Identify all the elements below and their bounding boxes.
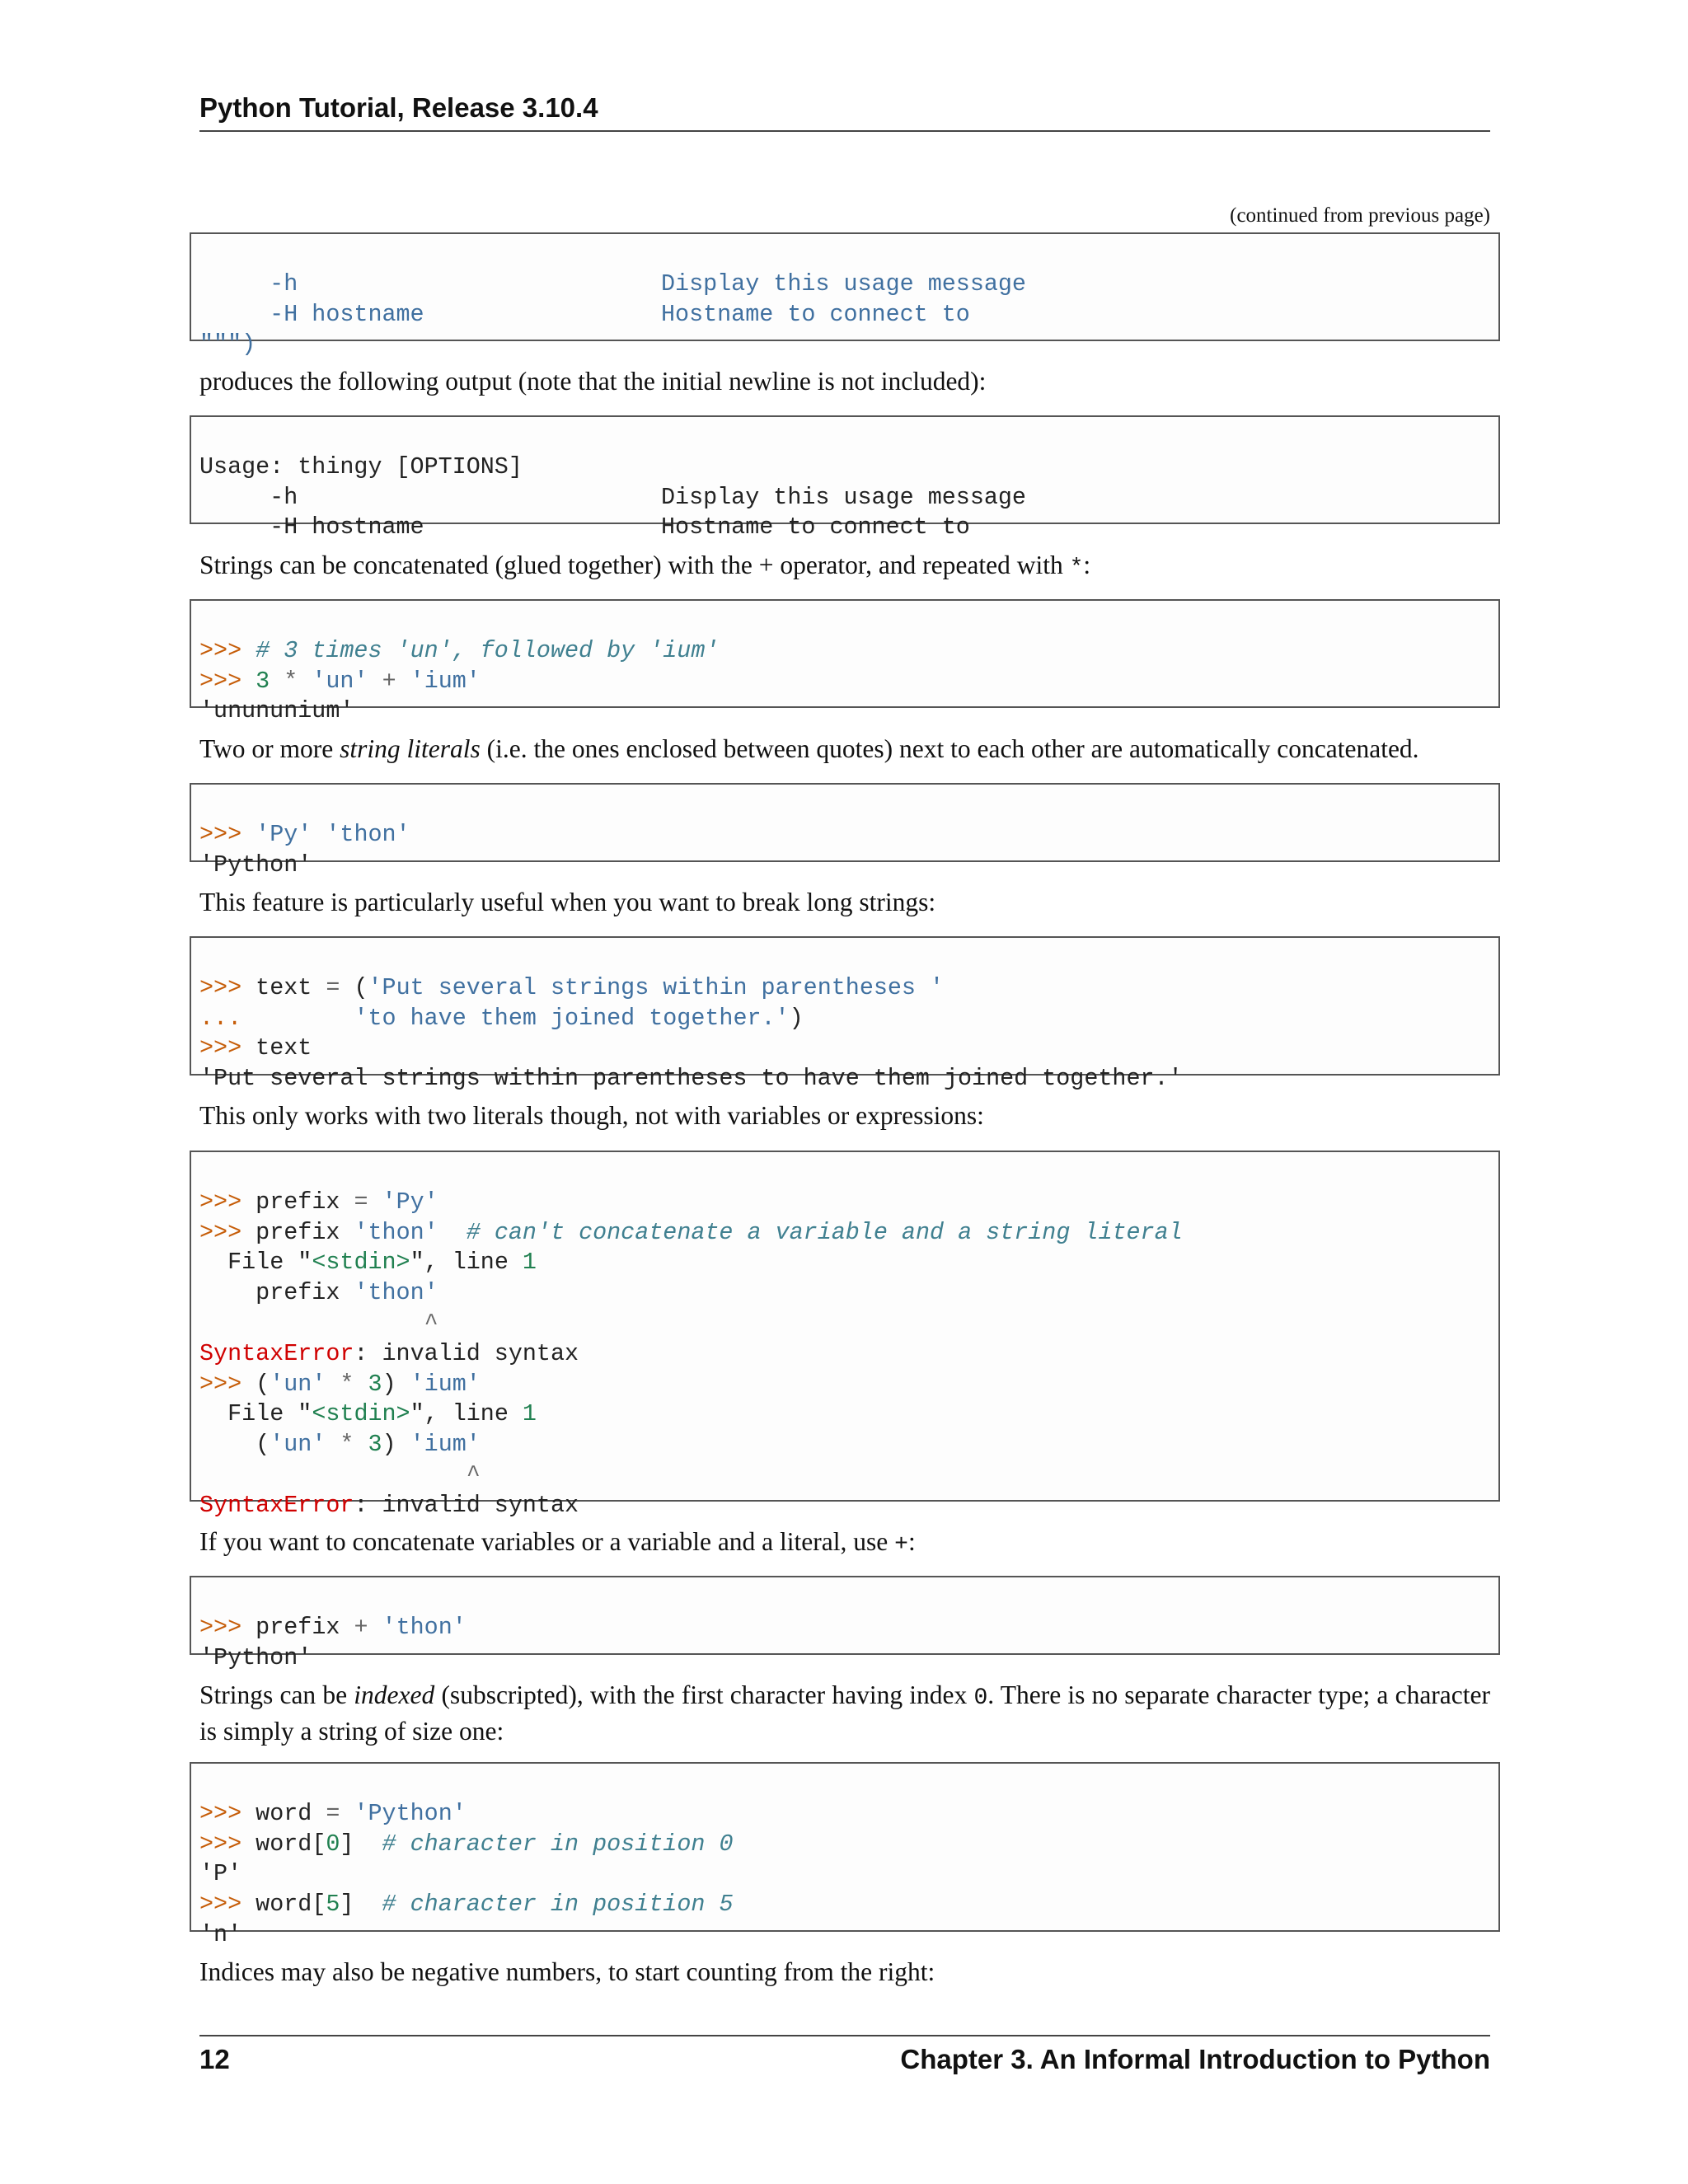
code-line: >>> text	[199, 1034, 312, 1062]
code-line: >>> text = ('Put several strings within parentheses '	[199, 973, 945, 1001]
continued-note: (continued from previous page)	[1230, 204, 1490, 227]
paragraph: Indices may also be negative numbers, to start counting from the right:	[199, 1957, 935, 1986]
code-block-long-strings	[190, 936, 1500, 1093]
code-line: -h Display this usage message	[199, 269, 1026, 298]
paragraph: If you want to concatenate variables or a variable and a literal, use +:	[199, 1527, 916, 1558]
code-block-syntax-error	[190, 1151, 1500, 1519]
code-line: >>> ('un' * 3) 'ium'	[199, 1370, 481, 1398]
code-line: 'unununium'	[199, 697, 354, 725]
code-line: >>> # 3 times 'un', followed by 'ium'	[199, 636, 720, 664]
code-line: 'Python'	[199, 851, 312, 879]
code-line: File "<stdin>", line 1	[227, 1400, 537, 1428]
code-line: 'n'	[199, 1920, 242, 1948]
code-line: SyntaxError: invalid syntax	[199, 1339, 579, 1367]
code-line: ^	[466, 1460, 481, 1488]
code-line: 'P'	[199, 1860, 242, 1888]
code-line: ('un' * 3) 'ium'	[256, 1431, 481, 1459]
code-line: >>> word[5] # character in position 5	[199, 1891, 734, 1919]
code-line: -H hostname Hostname to connect to	[199, 513, 970, 541]
page-number: 12	[199, 2044, 230, 2074]
page-header: Python Tutorial, Release 3.10.4	[199, 92, 1490, 132]
code-line: 'Put several strings within parentheses to have them joined together.'	[199, 1065, 1183, 1093]
code-line: >>> prefix 'thon' # can't concatenate a variable and a string literal	[199, 1218, 1183, 1246]
code-line: Usage: thingy [OPTIONS]	[199, 452, 523, 480]
code-block-continued	[190, 232, 1500, 359]
code-line: >>> 'Py' 'thon'	[199, 820, 410, 848]
code-line: File "<stdin>", line 1	[227, 1249, 537, 1277]
chapter-title: Chapter 3. An Informal Introduction to Python	[900, 2044, 1490, 2074]
code-line: prefix 'thon'	[256, 1279, 438, 1307]
code-block-concat-variable	[190, 1576, 1500, 1671]
code-line: >>> word[0] # character in position 0	[199, 1830, 734, 1858]
code-line: -h Display this usage message	[199, 483, 1026, 511]
code-line: 'Python'	[199, 1643, 312, 1671]
code-line: -H hostname Hostname to connect to	[199, 300, 970, 328]
paragraph: Two or more string literals (i.e. the ones enclosed between quotes) next to each other are automatically concatenated.	[199, 734, 1419, 763]
code-line: >>> word = 'Python'	[199, 1799, 467, 1827]
code-line: """)	[199, 330, 256, 359]
paragraph: produces the following output (note that the initial newline is not included):	[199, 367, 987, 396]
code-line: >>> prefix = 'Py'	[199, 1188, 438, 1216]
code-block-literals	[190, 783, 1500, 879]
code-block-output	[190, 415, 1500, 541]
code-block-repeat	[190, 599, 1500, 725]
paragraph: Strings can be indexed (subscripted), with the first character having index 0. There is no separate character type; a character is simply a string of size one:	[199, 1680, 1490, 1746]
code-block-indexing	[190, 1762, 1500, 1948]
footer-divider	[199, 2035, 1490, 2036]
paragraph: This feature is particularly useful when you want to break long strings:	[199, 888, 936, 916]
code-line: ^	[424, 1309, 438, 1337]
code-line: >>> 3 * 'un' + 'ium'	[199, 667, 481, 695]
paragraph: This only works with two literals though, not with variables or expressions:	[199, 1101, 984, 1130]
paragraph: Strings can be concatenated (glued together) with the + operator, and repeated with *:	[199, 551, 1091, 581]
code-line: >>> prefix + 'thon'	[199, 1613, 467, 1641]
code-line: ... 'to have them joined together.')	[199, 1004, 804, 1032]
code-line: SyntaxError: invalid syntax	[199, 1491, 579, 1519]
